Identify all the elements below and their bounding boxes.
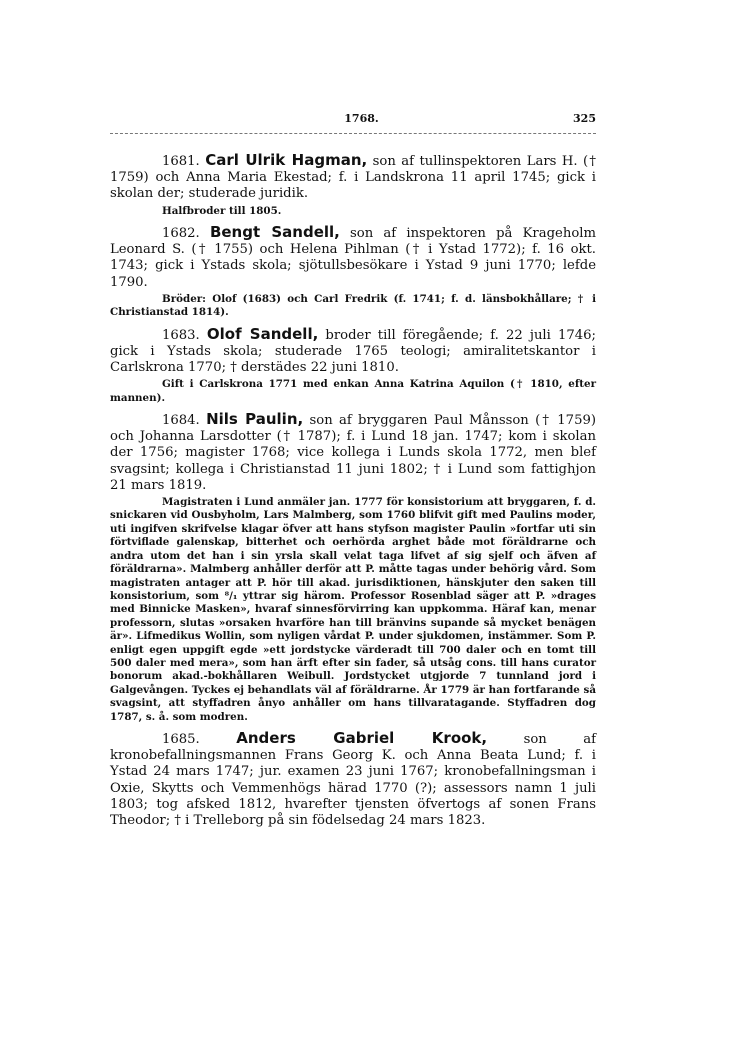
entry-number: 1681.: [162, 154, 200, 169]
entry-number: 1682.: [162, 226, 200, 242]
header-year: 1768.: [344, 112, 379, 125]
entry-1682: [110, 224, 596, 291]
page: [110, 112, 596, 829]
entry-name: Anders Gabriel Krook,: [236, 728, 488, 747]
entry-text: son af kronobefallningsmannen Frans Georg K. och Anna Beata Lund; f. i Ystad 24 mars 1747; jur. examen 23 juni 1767; kronobefallningsman i Oxie, Skytts och Vemmenhögs härad 1770 (?); assessors namn 1 juli 1803; tog afsked 1812, hvarefter tjensten öfvertogs af sonen Frans Theodor; † i Trelleborg på sin födelsedag 24 mars 1823.: [110, 731, 596, 828]
entry-1684: [110, 411, 596, 494]
entry-number: 1685.: [162, 731, 200, 747]
entry-text: son af tullinspektoren Lars H. († 1759) och Anna Maria Ekestad; f. i Landskrona 11 april 1745; gick i skolan der; studerade juridik.: [110, 154, 596, 202]
entry-note: Magistraten i Lund anmäler jan. 1777 för konsistorium att bryggaren, f. d. snickaren vid Ousbyholm, Lars Malmberg, som 1760 blifvit gift med Paulins moder, uti ingifven skrifvelse klagar öfver att hans styfson magister Paulin »fortfar uti sin förtviflade galenskap, bitterhet och oerhörda arghet både mot föräldrarne och andra utom det han i sin yrsla skall velat taga lifvet af sig sjelf och äfven af föräldrarna». Malmberg anhåller derför att P. måtte tagas under behörig vård. Som magistraten antager att P. hör till akad. jurisdiktionen, hänskjuter den saken till konsistorium, som ⁸/₁ yttrar sig härom. Professor Rosenblad säger att P. »drages med Binnicke Masken», hvaraf sinnesförvirring kan uppkomma. Häraf kan, menar professorn, slutas »orsaken hvarföre han till bränvins supande så mycket benägen är». Lifmedikus Wollin, som nyligen vårdat P. under sjukdomen, instämmer. Som P. enligt egen uppgift egde »ett jordstycke värderadt till 700 daler och en tomt till 500 daler med mera», som han ärft efter sin fader, så utsåg cons. till hans curator bonorum akad.-bokhållaren Weibull. Jordstycket utgjorde 7 tunnland jord i Galgevången. Tyckes ej behandlats väl af föräldrarne. År 1779 är han fortfarande så svagsint, att styffadren ånyo anhåller om hans tillvaratagande. Styffadren dog 1787, s. å. som modren.: [110, 496, 596, 723]
entry-name: Carl Ulrik Hagman,: [205, 151, 368, 169]
entry-name: Olof Sandell,: [206, 324, 319, 343]
entry-text: broder till föregående; f. 22 juli 1746; gick i Ystads skola; studerade 1765 teologi; amiralitetskantor i Carlskrona 1770; † derstädes 22 juni 1810.: [110, 327, 597, 376]
entry-note: Halfbroder till 1805.: [162, 204, 282, 217]
entry-1685: [110, 730, 596, 829]
entry-note: Bröder: Olof (1683) och Carl Fredrik (f. 1741; f. d. länsbokhållare; † i Christianstad 1814).: [110, 292, 596, 319]
entry-1683: [110, 326, 596, 377]
entry-note: Gift i Carlskrona 1771 med enkan Anna Katrina Aquilon († 1810, efter mannen).: [110, 378, 596, 404]
entry-text: son af inspektoren på Krageholm Leonard S. († 1755) och Helena Pihlman († i Ystad 1772); f. 16 okt. 1743; gick i Ystads skola; sjötullsbesökare i Ystad 9 juni 1770; lefde 1790.: [110, 226, 596, 290]
header-rule: [110, 133, 596, 134]
entry-number: 1684.: [162, 413, 200, 429]
page-header: [110, 112, 596, 129]
entry-name: Nils Paulin,: [206, 410, 304, 429]
entry-1681: [110, 152, 596, 203]
page-number: 325: [573, 112, 596, 125]
entry-number: 1683.: [162, 327, 200, 343]
entry-name: Bengt Sandell,: [209, 223, 340, 242]
entry-text: son af bryggaren Paul Månsson († 1759) och Johanna Larsdotter († 1787); f. i Lund 18 jan. 1747; kom i skolan der 1756; magister 1768; vice kollega i Lunds skola 1772, men blef svagsint; kollega i Christianstad 11 juni 1802; † i Lund som fattighjon 21 mars 1819.: [110, 413, 596, 493]
